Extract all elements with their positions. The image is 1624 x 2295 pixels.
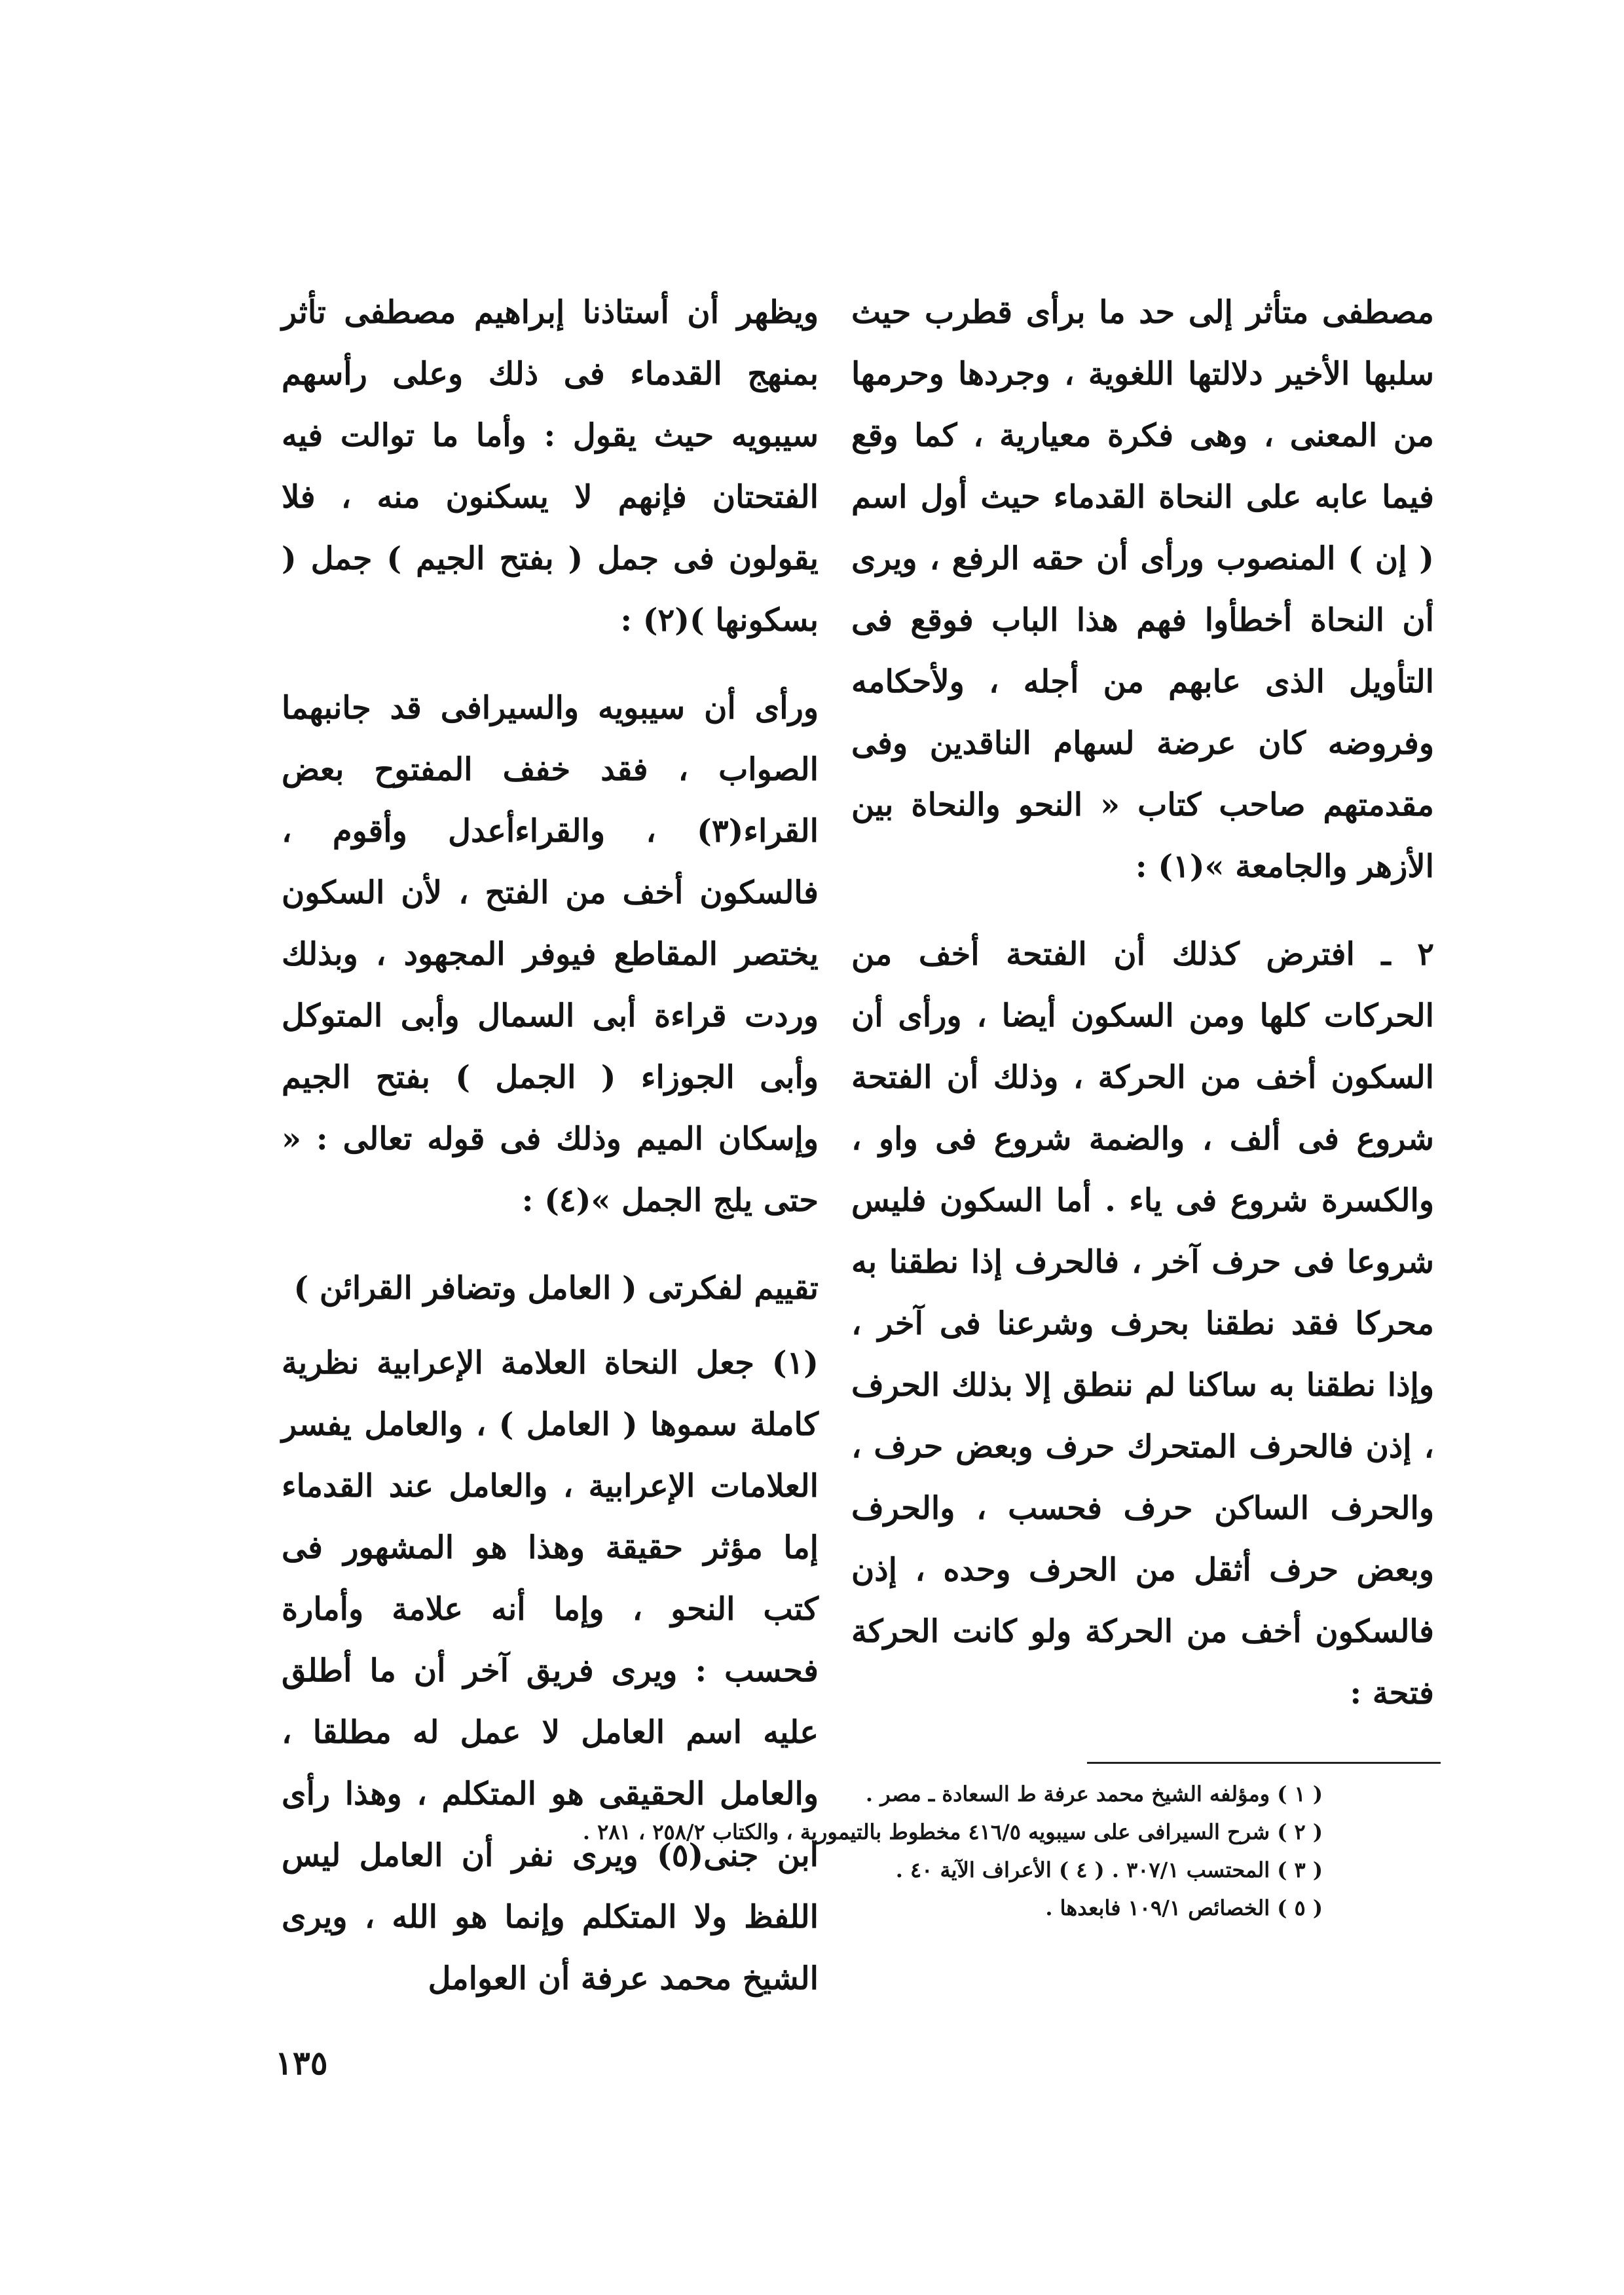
left-paragraph-2: ورأى أن سيبويه والسيرافى قد جانبهما الصواب ، فقد خفف المفتوح بعض القراء(٣) ، والقراءأعدل وأقوم ، فالسكون أخف من الفتح ، لأن السكون يختصر المقاطع فيوفر المجهود ، وبذلك وردت قراءة أبى السمال وأبى المتوكل وأبى الجوزاء ( الجمل ) بفتح الجيم وإسكان الميم وذلك فى قوله تعالى : « حتى يلج الجمل »(٤) : <box>282 690 819 1219</box>
left-paragraph-3: (١) جعل النحاة العلامة الإعرابية نظرية كاملة سموها ( العامل ) ، والعامل يفسر العلامات الإعرابية ، والعامل عند القدماء إما مؤثر حقيقة وهذا هو المشهور فى كتب النحو ، وإما أنه علامة وأمارة فحسب : ويرى فريق آخر أن ما أطلق عليه اسم العامل لا عمل له مطلقا ، والعامل الحقيقى هو المتكلم ، وهذا رأى ابن جنى(٥) ويرى نفر أن العامل ليس اللفظ ولا المتكلم وإنما هو الله ، ويرى الشيخ محمد عرفة أن العوامل <box>282 1345 819 1997</box>
footnote-1: ( ١ ) ومؤلفه الشيخ محمد عرفة ط السعادة ـ مصر . <box>865 1782 1323 1806</box>
left-column <box>282 282 819 2023</box>
page-number: ١٣٥ <box>275 2043 328 2082</box>
footnotes <box>367 1775 1323 1927</box>
right-paragraph-2: ٢ ـ افترض كذلك أن الفتحة أخف من الحركات كلها ومن السكون أيضا ، ورأى أن السكون أخف من الحركة ، وذلك أن الفتحة شروع فى ألف ، والضمة شروع فى واو ، والكسرة شروع فى ياء . أما السكون فليس شروعا فى حرف آخر ، فالحرف إذا نطقنا به محركا فقد نطقنا بحرف وشرعنا فى آخر ، وإذا نطقنا به ساكنا لم ننطق إلا بذلك الحرف ، إذن فالحرف المتحرك حرف وبعض حرف ، والحرف الساكن حرف فحسب ، والحرف وبعض حرف أثقل من الحرف وحده ، إذن فالسكون أخف من الحركة ولو كانت الحركة فتحة : <box>851 936 1434 1711</box>
right-column <box>851 282 1434 1737</box>
footnote-5: ( ٥ ) الخصائص ١٠٩/١ فابعدها . <box>1045 1895 1323 1920</box>
left-paragraph-1: ويظهر أن أستاذنا إبراهيم مصطفى تأثر بمنهج القدماء فى ذلك وعلى رأسهم سيبويه حيث يقول : وأما ما توالت فيه الفتحتان فإنهم لا يسكنون منه ، فلا يقولون فى جمل ( بفتح الجيم ) جمل ( بسكونها )(٢) : <box>282 294 819 639</box>
footnote-divider <box>1087 1762 1441 1764</box>
footnote-2: ( ٢ ) شرح السيرافى على سيبويه ٤١٦/٥ مخطوط بالتيمورية ، والكتاب ٢٥٨/٢ ، ٢٨١ . <box>582 1819 1323 1844</box>
footnote-3-4: ( ٣ ) المحتسب ٣٠٧/١ . ( ٤ ) الأعراف الآية ٤٠ . <box>895 1857 1323 1882</box>
section-heading: تقييم لفكرتى ( العامل وتضافر القرائن ) <box>293 1270 819 1307</box>
right-paragraph-1: مصطفى متأثر إلى حد ما برأى قطرب حيث سلبها الأخير دلالتها اللغوية ، وجردها وحرمها من المعنى ، وهى فكرة معيارية ، كما وقع فيما عابه على النحاة القدماء حيث أول اسم ( إن ) المنصوب ورأى أن حقه الرفع ، ويرى أن النحاة أخطأوا فهم هذا الباب فوقع فى التأويل الذى عابهم من أجله ، ولأحكامه وفروضه كان عرضة لسهام الناقدين وفى مقدمتهم صاحب كتاب « النحو والنحاة بين الأزهر والجامعة »(١) : <box>851 294 1435 885</box>
